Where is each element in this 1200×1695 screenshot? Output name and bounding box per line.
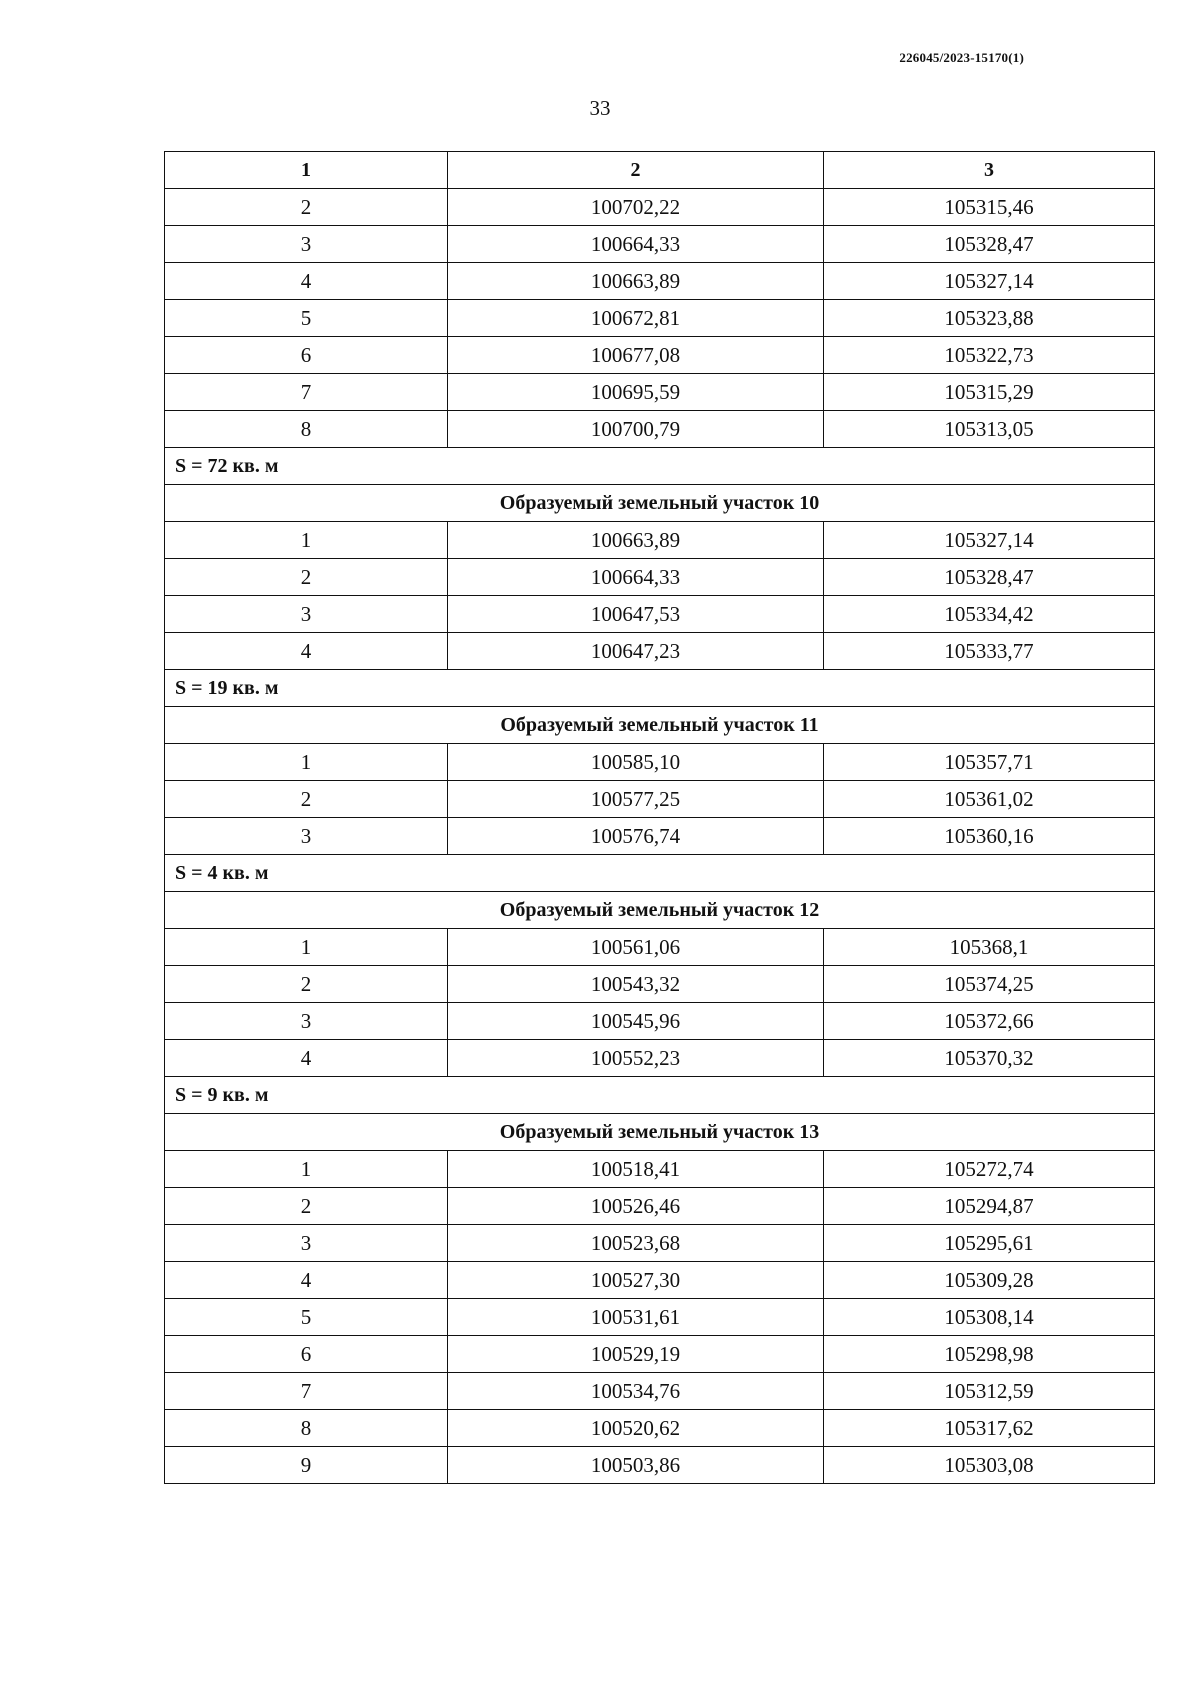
point-number-cell: 7 [165, 374, 448, 411]
point-number-cell: 3 [165, 226, 448, 263]
y-coordinate-cell: 105272,74 [824, 1151, 1155, 1188]
x-coordinate-cell: 100677,08 [448, 337, 824, 374]
table-row [165, 781, 1155, 818]
x-coordinate-cell: 100577,25 [448, 781, 824, 818]
table-row [165, 1410, 1155, 1447]
point-number-cell: 2 [165, 1188, 448, 1225]
column-header: 2 [448, 152, 824, 189]
area-label: S = 19 кв. м [165, 670, 1155, 707]
y-coordinate-cell: 105372,66 [824, 1003, 1155, 1040]
x-coordinate-cell: 100663,89 [448, 263, 824, 300]
y-coordinate-cell: 105370,32 [824, 1040, 1155, 1077]
y-coordinate-cell: 105334,42 [824, 596, 1155, 633]
column-header: 1 [165, 152, 448, 189]
x-coordinate-cell: 100503,86 [448, 1447, 824, 1484]
point-number-cell: 1 [165, 744, 448, 781]
point-number-cell: 5 [165, 1299, 448, 1336]
document-id: 226045/2023-15170(1) [899, 50, 1024, 65]
table-row [165, 374, 1155, 411]
x-coordinate-cell: 100663,89 [448, 522, 824, 559]
point-number-cell: 1 [165, 929, 448, 966]
point-number-cell: 6 [165, 1336, 448, 1373]
x-coordinate-cell: 100664,33 [448, 559, 824, 596]
area-label-row [165, 855, 1155, 892]
point-number-cell: 3 [165, 818, 448, 855]
table-row [165, 1373, 1155, 1410]
x-coordinate-cell: 100526,46 [448, 1188, 824, 1225]
y-coordinate-cell: 105328,47 [824, 226, 1155, 263]
y-coordinate-cell: 105315,46 [824, 189, 1155, 226]
point-number-cell: 5 [165, 300, 448, 337]
table-row [165, 1299, 1155, 1336]
table-row [165, 522, 1155, 559]
y-coordinate-cell: 105368,1 [824, 929, 1155, 966]
table-row [165, 1262, 1155, 1299]
table-header-row [165, 152, 1155, 189]
point-number-cell: 4 [165, 263, 448, 300]
x-coordinate-cell: 100543,32 [448, 966, 824, 1003]
x-coordinate-cell: 100527,30 [448, 1262, 824, 1299]
y-coordinate-cell: 105361,02 [824, 781, 1155, 818]
table-row [165, 189, 1155, 226]
x-coordinate-cell: 100700,79 [448, 411, 824, 448]
y-coordinate-cell: 105298,98 [824, 1336, 1155, 1373]
point-number-cell: 4 [165, 633, 448, 670]
point-number-cell: 2 [165, 781, 448, 818]
table-row [165, 411, 1155, 448]
x-coordinate-cell: 100672,81 [448, 300, 824, 337]
point-number-cell: 2 [165, 559, 448, 596]
point-number-cell: 3 [165, 1003, 448, 1040]
coordinates-table-body [165, 152, 1155, 1484]
page-number: 33 [589, 96, 611, 120]
point-number-cell: 1 [165, 1151, 448, 1188]
area-label-row [165, 1077, 1155, 1114]
table-row [165, 929, 1155, 966]
table-row [165, 1447, 1155, 1484]
area-label: S = 4 кв. м [165, 855, 1155, 892]
point-number-cell: 8 [165, 411, 448, 448]
table-row [165, 263, 1155, 300]
point-number-cell: 4 [165, 1040, 448, 1077]
x-coordinate-cell: 100523,68 [448, 1225, 824, 1262]
land-plot-title-row [165, 707, 1155, 744]
y-coordinate-cell: 105309,28 [824, 1262, 1155, 1299]
x-coordinate-cell: 100545,96 [448, 1003, 824, 1040]
point-number-cell: 2 [165, 966, 448, 1003]
table-row [165, 1188, 1155, 1225]
point-number-cell: 3 [165, 1225, 448, 1262]
table-row [165, 966, 1155, 1003]
area-label-row [165, 448, 1155, 485]
x-coordinate-cell: 100531,61 [448, 1299, 824, 1336]
table-row [165, 818, 1155, 855]
y-coordinate-cell: 105327,14 [824, 263, 1155, 300]
x-coordinate-cell: 100518,41 [448, 1151, 824, 1188]
x-coordinate-cell: 100520,62 [448, 1410, 824, 1447]
x-coordinate-cell: 100576,74 [448, 818, 824, 855]
y-coordinate-cell: 105374,25 [824, 966, 1155, 1003]
point-number-cell: 2 [165, 189, 448, 226]
point-number-cell: 9 [165, 1447, 448, 1484]
point-number-cell: 1 [165, 522, 448, 559]
table-row [165, 300, 1155, 337]
y-coordinate-cell: 105308,14 [824, 1299, 1155, 1336]
table-row [165, 337, 1155, 374]
table-row [165, 1003, 1155, 1040]
table-row [165, 226, 1155, 263]
land-plot-title-row [165, 485, 1155, 522]
table-row [165, 744, 1155, 781]
y-coordinate-cell: 105357,71 [824, 744, 1155, 781]
point-number-cell: 6 [165, 337, 448, 374]
table-row [165, 1040, 1155, 1077]
table-row [165, 559, 1155, 596]
table-row [165, 1225, 1155, 1262]
y-coordinate-cell: 105323,88 [824, 300, 1155, 337]
x-coordinate-cell: 100664,33 [448, 226, 824, 263]
y-coordinate-cell: 105328,47 [824, 559, 1155, 596]
land-plot-title: Образуемый земельный участок 10 [165, 485, 1155, 522]
point-number-cell: 8 [165, 1410, 448, 1447]
area-label: S = 9 кв. м [165, 1077, 1155, 1114]
land-plot-title-row [165, 1114, 1155, 1151]
table-row [165, 1151, 1155, 1188]
point-number-cell: 3 [165, 596, 448, 633]
x-coordinate-cell: 100585,10 [448, 744, 824, 781]
x-coordinate-cell: 100647,23 [448, 633, 824, 670]
area-label-row [165, 670, 1155, 707]
point-number-cell: 4 [165, 1262, 448, 1299]
table-row [165, 596, 1155, 633]
land-plot-title: Образуемый земельный участок 11 [165, 707, 1155, 744]
y-coordinate-cell: 105295,61 [824, 1225, 1155, 1262]
x-coordinate-cell: 100552,23 [448, 1040, 824, 1077]
x-coordinate-cell: 100647,53 [448, 596, 824, 633]
y-coordinate-cell: 105360,16 [824, 818, 1155, 855]
y-coordinate-cell: 105327,14 [824, 522, 1155, 559]
x-coordinate-cell: 100561,06 [448, 929, 824, 966]
x-coordinate-cell: 100534,76 [448, 1373, 824, 1410]
y-coordinate-cell: 105322,73 [824, 337, 1155, 374]
y-coordinate-cell: 105303,08 [824, 1447, 1155, 1484]
y-coordinate-cell: 105294,87 [824, 1188, 1155, 1225]
x-coordinate-cell: 100695,59 [448, 374, 824, 411]
coordinates-table [164, 151, 1155, 1484]
y-coordinate-cell: 105317,62 [824, 1410, 1155, 1447]
land-plot-title: Образуемый земельный участок 13 [165, 1114, 1155, 1151]
x-coordinate-cell: 100702,22 [448, 189, 824, 226]
y-coordinate-cell: 105312,59 [824, 1373, 1155, 1410]
column-header: 3 [824, 152, 1155, 189]
table-row [165, 1336, 1155, 1373]
land-plot-title: Образуемый земельный участок 12 [165, 892, 1155, 929]
y-coordinate-cell: 105333,77 [824, 633, 1155, 670]
area-label: S = 72 кв. м [165, 448, 1155, 485]
y-coordinate-cell: 105315,29 [824, 374, 1155, 411]
land-plot-title-row [165, 892, 1155, 929]
x-coordinate-cell: 100529,19 [448, 1336, 824, 1373]
point-number-cell: 7 [165, 1373, 448, 1410]
y-coordinate-cell: 105313,05 [824, 411, 1155, 448]
table-row [165, 633, 1155, 670]
